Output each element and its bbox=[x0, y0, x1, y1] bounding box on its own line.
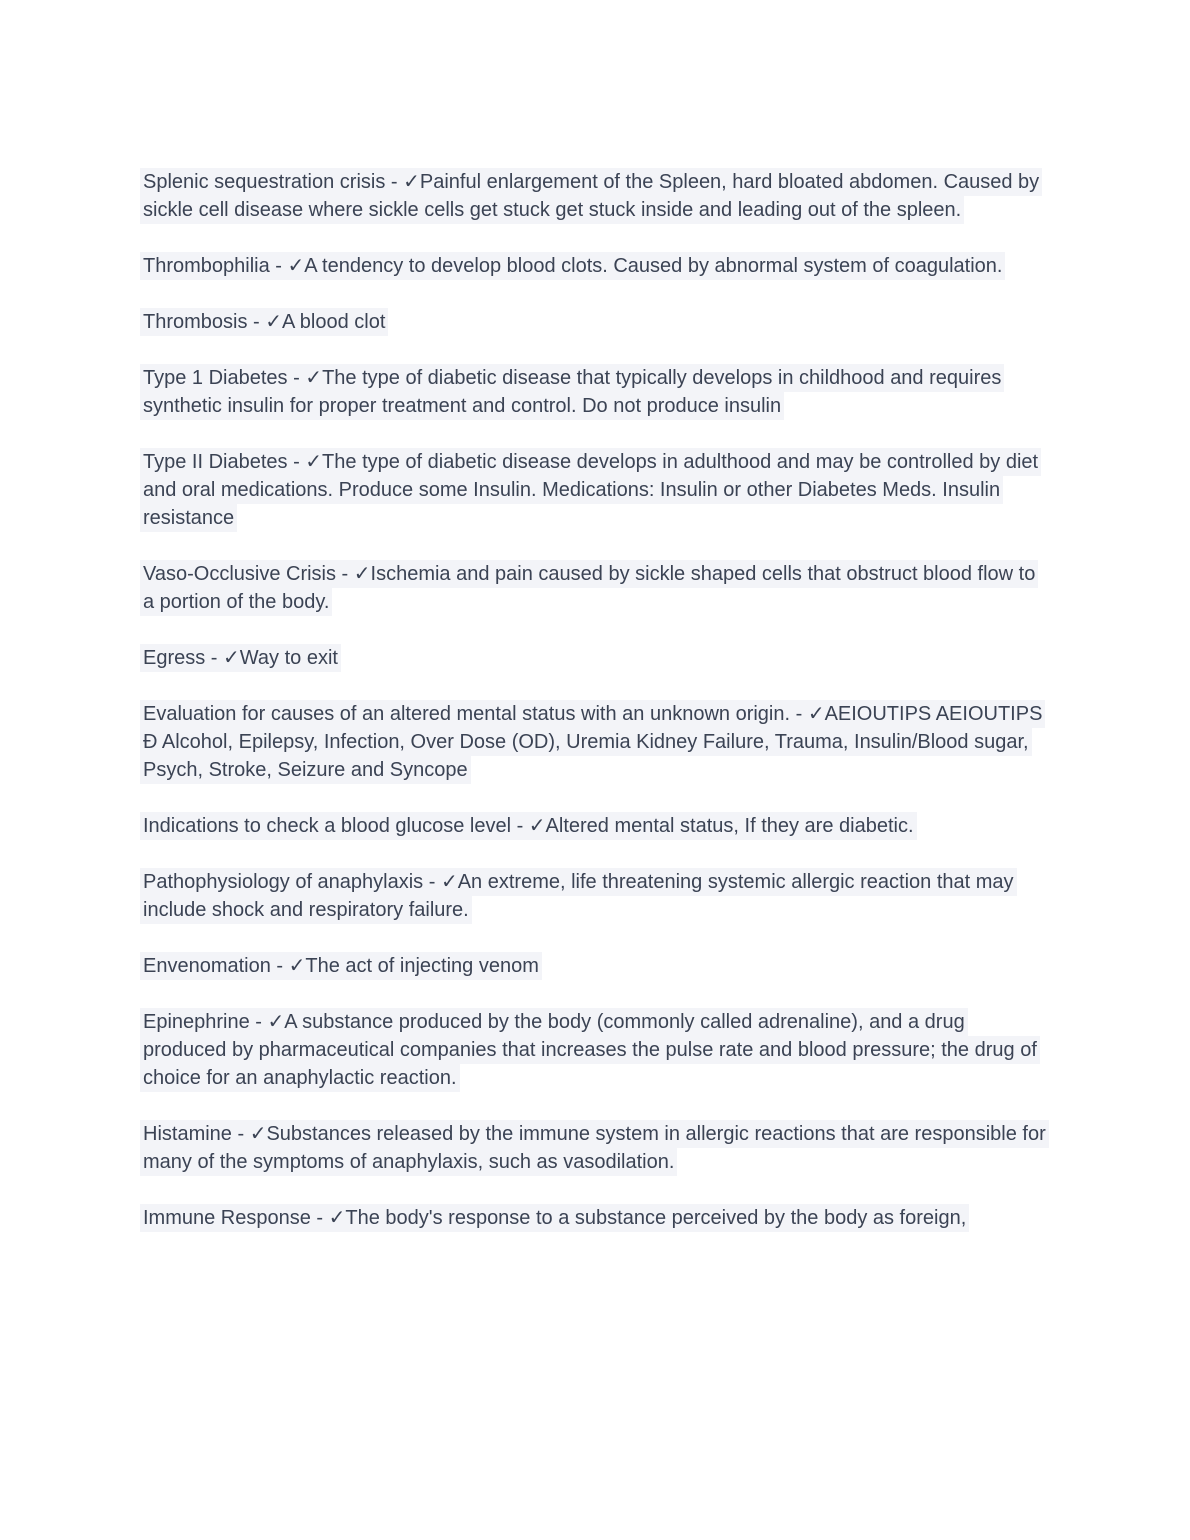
glossary-entry bbox=[140, 868, 1049, 924]
highlighted-definition-text: Immune Response - ✓The body's response to a substance perceived by the body as foreign, bbox=[140, 1204, 969, 1232]
glossary-entry bbox=[140, 952, 1049, 980]
glossary-entry bbox=[140, 308, 1049, 336]
glossary-entry bbox=[140, 1204, 1049, 1232]
highlighted-definition-text: Egress - ✓Way to exit bbox=[140, 644, 341, 672]
highlighted-definition-text: Epinephrine - ✓A substance produced by the body (commonly called adrenaline), and a drug produced by pharmaceutical companies that increases the pulse rate and blood pressure; the drug of choice for an anaphylactic reaction. bbox=[140, 1008, 1040, 1092]
glossary-entry bbox=[140, 700, 1049, 784]
highlighted-definition-text: Thrombophilia - ✓A tendency to develop blood clots. Caused by abnormal system of coagulation. bbox=[140, 252, 1005, 280]
glossary-entry bbox=[140, 1120, 1049, 1176]
glossary-entry bbox=[140, 644, 1049, 672]
glossary-entry bbox=[140, 448, 1049, 532]
glossary-entry bbox=[140, 812, 1049, 840]
glossary-entry bbox=[140, 252, 1049, 280]
highlighted-definition-text: Thrombosis - ✓A blood clot bbox=[140, 308, 388, 336]
highlighted-definition-text: Type II Diabetes - ✓The type of diabetic disease develops in adulthood and may be controlled by diet and oral medications. Produce some Insulin. Medications: Insulin or other Diabetes Meds. Insulin resistance bbox=[140, 448, 1041, 532]
highlighted-definition-text: Type 1 Diabetes - ✓The type of diabetic disease that typically develops in childhood and requires synthetic insulin for proper treatment and control. Do not produce insulin bbox=[140, 364, 1004, 420]
highlighted-definition-text: Histamine - ✓Substances released by the immune system in allergic reactions that are responsible for many of the symptoms of anaphylaxis, such as vasodilation. bbox=[140, 1120, 1049, 1176]
glossary-entry bbox=[140, 364, 1049, 420]
glossary-entry bbox=[140, 168, 1049, 224]
highlighted-definition-text: Pathophysiology of anaphylaxis - ✓An extreme, life threatening systemic allergic reaction that may include shock and respiratory failure. bbox=[140, 868, 1017, 924]
glossary-entry bbox=[140, 560, 1049, 616]
highlighted-definition-text: Envenomation - ✓The act of injecting venom bbox=[140, 952, 542, 980]
document-page bbox=[140, 168, 1049, 1232]
highlighted-definition-text: Evaluation for causes of an altered mental status with an unknown origin. - ✓AEIOUTIPS AEIOUTIPS Ð Alcohol, Epilepsy, Infection, Over Dose (OD), Uremia Kidney Failure, Trauma, Insulin/Blood sugar, Psych, Stroke, Seizure and Syncope bbox=[140, 700, 1045, 784]
glossary-entry bbox=[140, 1008, 1049, 1092]
highlighted-definition-text: Indications to check a blood glucose level - ✓Altered mental status, If they are diabetic. bbox=[140, 812, 917, 840]
highlighted-definition-text: Vaso-Occlusive Crisis - ✓Ischemia and pain caused by sickle shaped cells that obstruct blood flow to a portion of the body. bbox=[140, 560, 1038, 616]
highlighted-definition-text: Splenic sequestration crisis - ✓Painful enlargement of the Spleen, hard bloated abdomen. Caused by sickle cell disease where sickle cells get stuck get stuck inside and leading out of the spleen. bbox=[140, 168, 1042, 224]
